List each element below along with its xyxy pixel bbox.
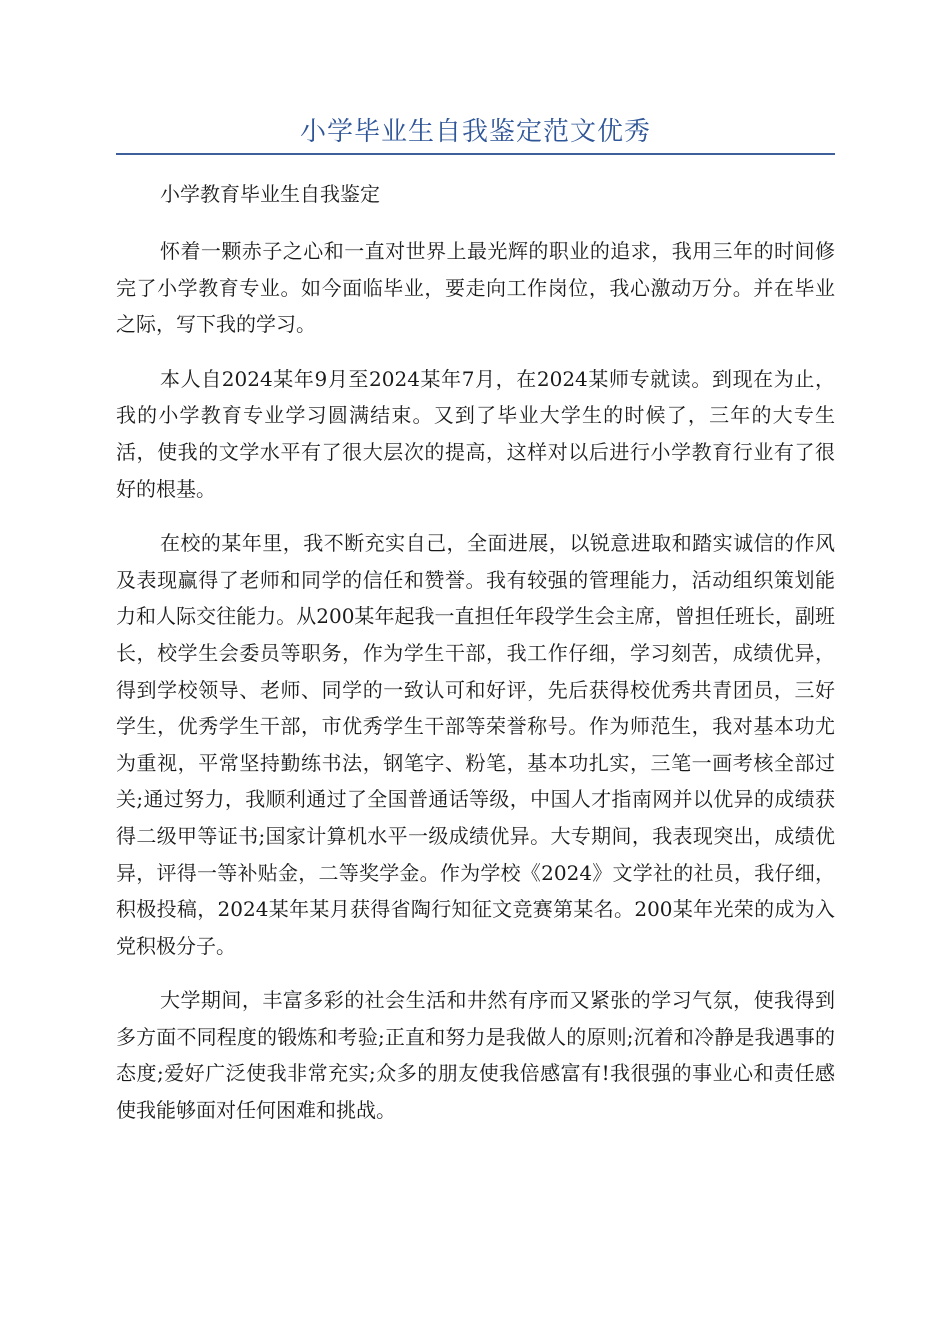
paragraph-1: 怀着一颗赤子之心和一直对世界上最光辉的职业的追求，我用三年的时间修完了小学教育专业。如今面临毕业，要走向工作岗位，我心激动万分。并在毕业之际，写下我的学习。 [116,239,835,337]
paragraph-2: 本人自2024某年9月至2024某年7月，在2024某师专就读。到现在为止，我的小学教育专业学习圆满结束。又到了毕业大学生的时候了，三年的大专生活，使我的文学水平有了很大层次的提高，这样对以后进行小学教育行业有了很好的根基。 [116,366,835,501]
document-body [116,176,835,1147]
section-subheading: 小学教育毕业生自我鉴定 [160,182,380,206]
document-title: 小学毕业生自我鉴定范文优秀 [299,117,651,147]
paragraph-4: 大学期间，丰富多彩的社会生活和井然有序而又紧张的学习气氛，使我得到多方面不同程度的锻炼和考验;正直和努力是我做人的原则;沉着和冷静是我遇事的态度;爱好广泛使我非常充实;众多的朋友使我倍感富有!我很强的事业心和责任感使我能够面对任何困难和挑战。 [116,988,835,1123]
paragraph-3: 在校的某年里，我不断充实自己，全面进展，以锐意进取和踏实诚信的作风及表现赢得了老师和同学的信任和赞誉。我有较强的管理能力，活动组织策划能力和人际交往能力。从200某年起我一直担任年段学生会主席，曾担任班长，副班长，校学生会委员等职务，作为学生干部，我工作仔细，学习刻苦，成绩优异，得到学校领导、老师、同学的一致认可和好评，先后获得校优秀共青团员，三好学生，优秀学生干部，市优秀学生干部等荣誉称号。作为师范生，我对基本功尤为重视，平常坚持勤练书法，钢笔字、粉笔，基本功扎实，三笔一画考核全部过关;通过努力，我顺利通过了全国普通话等级，中国人才指南网并以优异的成绩获得二级甲等证书;国家计算机水平一级成绩优异。大专期间，我表现突出，成绩优异，评得一等补贴金，二等奖学金。作为学校《2024》文学社的社员，我仔细，积极投稿，2024某年某月获得省陶行知征文竞赛第某名。200某年光荣的成为入党积极分子。 [116,531,835,958]
title-underline-divider [116,153,835,155]
